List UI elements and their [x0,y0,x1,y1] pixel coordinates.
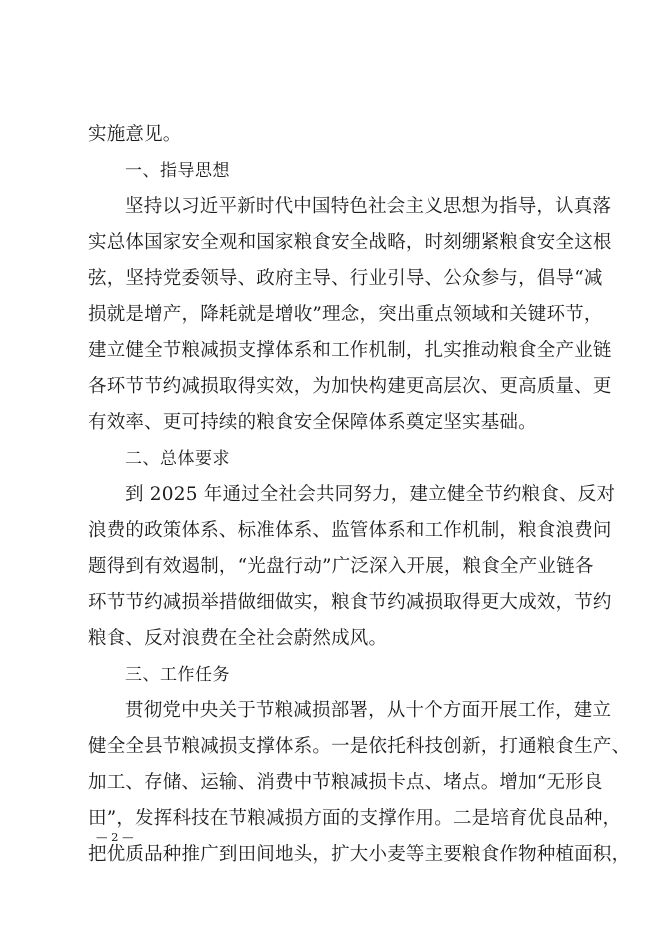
text-line: 田”，发挥科技在节粮减损方面的支撑作用。二是培育优良品种， [88,808,622,829]
text-line: 弦，坚持党委领导、政府主导、行业引导、公众参与，倡导“减 [88,268,603,289]
text-line: 各环节节约减损取得实效，为加快构建更高层次、更高质量、更 [88,376,612,397]
text-line: 有效率、更可持续的粮食安全保障体系奠定坚实基础。 [88,412,537,433]
text-line: 健全全县节粮减损支撑体系。一是依托科技创新，打通粮食生产、 [88,736,631,757]
text-line: 环节节约减损举措做细做实，粮食节约减损取得更大成效，节约 [88,592,612,613]
text-line: 贯彻党中央关于节粮减损部署，从十个方面开展工作，建立 [125,700,612,721]
text-line: 加工、存储、运输、消费中节粮减损卡点、堵点。增加“无形良 [88,772,603,793]
page-number: — 2 — [96,830,134,844]
section-heading-work-tasks: 三、工作任务 [125,665,230,685]
text-line: 浪费的政策体系、标准体系、监管体系和工作机制，粮食浪费问 [88,520,612,541]
section-heading-general-requirements: 二、总体要求 [125,449,230,469]
text-line: 到 2025 年通过全社会共同努力，建立健全节约粮食、反对 [125,484,616,505]
text-line: 损就是增产，降耗就是增收”理念，突出重点领域和关键环节， [88,304,603,325]
text-line: 把优质品种推广到田间地头，扩大小麦等主要粮食作物种植面积， [88,844,631,865]
text-line: 建立健全节粮减损支撑体系和工作机制，扎实推动粮食全产业链 [88,340,612,361]
text-line: 题得到有效遏制，“光盘行动”广泛深入开展，粮食全产业链各 [88,556,594,577]
text-line: 实总体国家安全观和国家粮食安全战略，时刻绷紧粮食安全这根 [88,232,612,253]
text-line: 实施意见。 [88,124,182,145]
text-line: 粮食、反对浪费在全社会蔚然成风。 [88,628,388,649]
section-heading-guiding-ideology: 一、指导思想 [125,161,230,181]
text-line: 坚持以习近平新时代中国特色社会主义思想为指导，认真落 [125,196,612,217]
